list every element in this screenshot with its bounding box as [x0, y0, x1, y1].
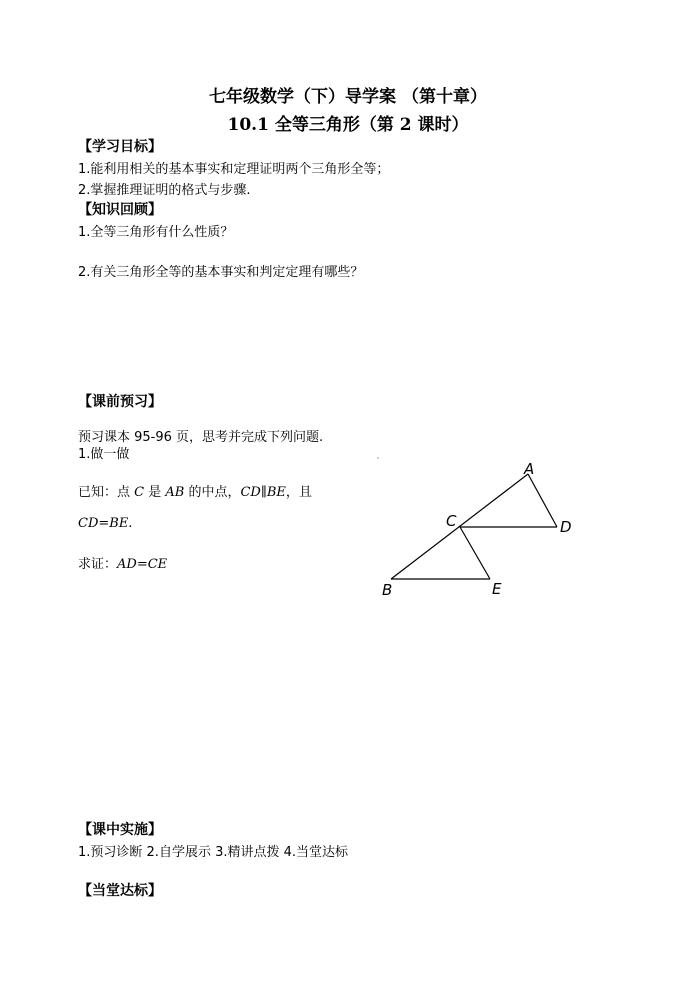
- page-title: 七年级数学（下）导学案 （第十章）: [209, 87, 487, 107]
- given-end: ，且: [285, 485, 312, 500]
- label-b: B: [382, 581, 393, 599]
- figure-lines: [391, 474, 557, 579]
- page-subtitle: 10.1 全等三角形（第 2 课时）: [227, 115, 469, 135]
- segment-ad: [528, 474, 557, 527]
- given-parallel: CD∥BE: [240, 485, 286, 500]
- review-heading: 【知识回顾】: [78, 202, 162, 218]
- objectives-heading: 【学习目标】: [78, 139, 162, 155]
- inclass-heading: 【课中实施】: [78, 822, 162, 838]
- given-prefix: 已知：点: [78, 485, 135, 500]
- label-d: D: [560, 518, 572, 536]
- prove-expression: AD=CE: [117, 557, 168, 572]
- preview-task: 1.做一做: [78, 447, 130, 462]
- review-question-1: 1.全等三角形有什么性质？: [78, 225, 234, 240]
- label-e: E: [492, 580, 502, 598]
- preview-intro: 预习课本 95-96 页，思考并完成下列问题.: [78, 430, 324, 445]
- label-a: A: [524, 460, 535, 478]
- preview-heading: 【课前预习】: [78, 394, 162, 410]
- objective-item-1: 1.能利用相关的基本事实和定理证明两个三角形全等；: [78, 162, 390, 177]
- prove-prefix: 求证：: [78, 557, 118, 572]
- given-point-c: C: [134, 485, 145, 500]
- segment-ce: [460, 527, 490, 579]
- given-mid: 是: [144, 485, 166, 500]
- review-question-2: 2.有关三角形全等的基本事实和判定定理有哪些？: [78, 265, 364, 280]
- stray-dot: [377, 457, 378, 458]
- given-line-2: CD=BE.: [78, 516, 133, 531]
- objective-item-2: 2.掌握推理证明的格式与步骤.: [78, 183, 251, 198]
- given-mid2: 的中点，: [184, 485, 241, 500]
- given-segment-ab: AB: [165, 485, 185, 500]
- assessment-heading: 【当堂达标】: [78, 883, 162, 899]
- inclass-steps: 1.预习诊断 2.自学展示 3.精讲点拨 4.当堂达标: [78, 845, 349, 860]
- label-c: C: [446, 512, 457, 530]
